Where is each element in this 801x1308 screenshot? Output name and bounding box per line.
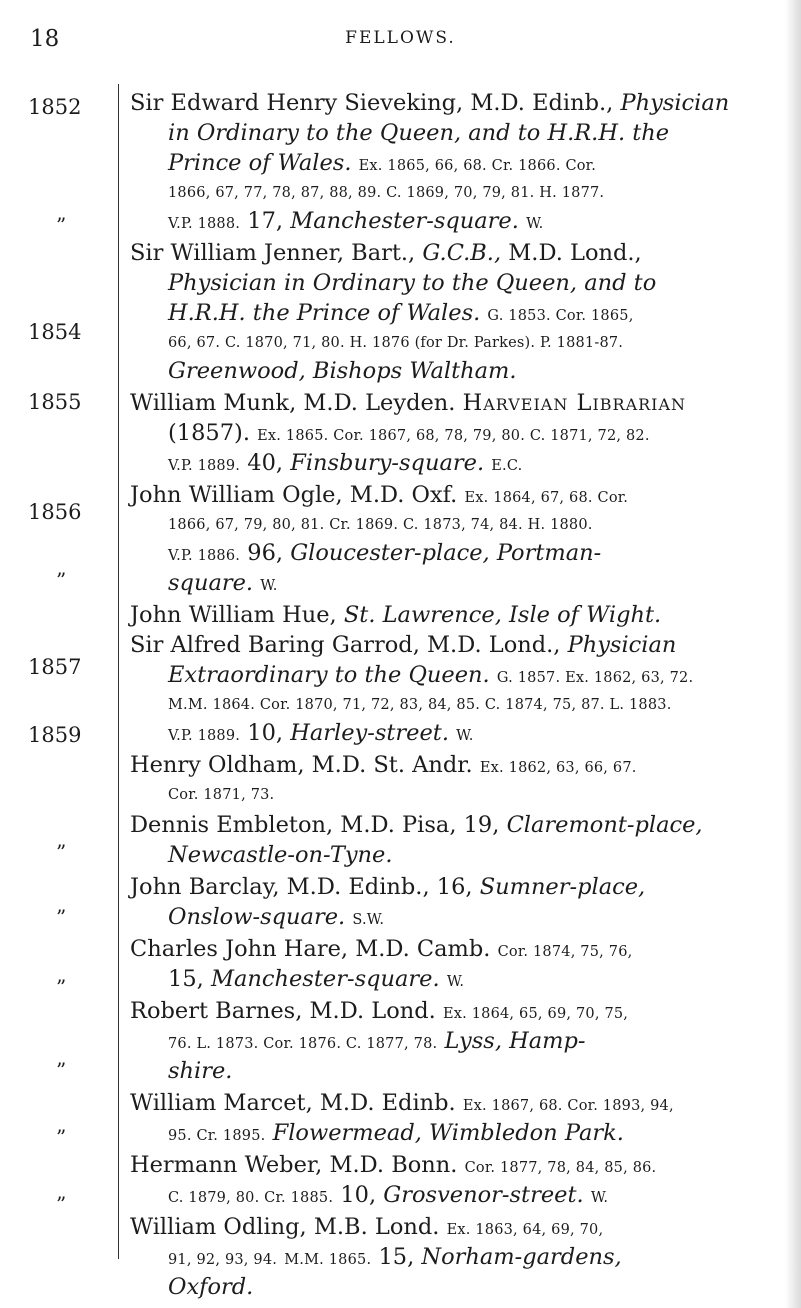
entry-line: Hermann Weber, M.D. Bonn. Cor. 1877, 78, 84, 85, 86. [130,1152,657,1178]
entry-line: Extraordinary to the Queen. G. 1857. Ex. 1862, 63, 72. [168,662,694,688]
entry-line: in Ordinary to the Queen, and to H.R.H. the [168,120,670,146]
entry-line: John William Hue, St. Lawrence, Isle of Wight. [130,602,662,628]
entry-line: V.P. 1889. 40, Finsbury-square. E.C. [168,450,523,476]
entry-line: Physician in Ordinary to the Queen, and to [168,270,657,296]
entry-line: John Barclay, M.D. Edinb., 16, Sumner-place, [130,874,646,900]
entry-line: C. 1879, 80. Cr. 1885. 10, Grosvenor-street. W. [168,1182,609,1208]
entry-line: Sir William Jenner, Bart., G.C.B., M.D. Lond., [130,240,642,266]
entry-line: 66, 67. C. 1870, 71, 80. H. 1876 (for Dr. Parkes). P. 1881-87. [168,335,624,351]
margin-year: 1854 [28,320,82,344]
entry-line: John William Ogle, M.D. Oxf. Ex. 1864, 67, 68. Cor. [130,482,629,508]
ditto-mark: ” [56,1058,67,1082]
ditto-mark: ” [56,1125,67,1149]
entry-line: Cor. 1871, 73. [168,787,275,803]
ditto-mark: ” [56,905,67,929]
entry-line: square. W. [168,570,278,596]
entry-line: Onslow-square. S.W. [168,904,385,930]
entry-line: 91, 92, 93, 94. M.M. 1865. 15, Norham-gardens, [168,1244,622,1270]
page-number: 18 [30,26,60,52]
entry-line: William Odling, M.B. Lond. Ex. 1863, 64, 69, 70, [130,1214,604,1240]
margin-year: 1855 [28,390,82,414]
ditto-mark: ” [56,213,67,237]
page-header [0,26,801,56]
margin-year: 1852 [28,95,82,119]
margin-rule [118,84,119,1259]
entry-line: Robert Barnes, M.D. Lond. Ex. 1864, 65, 69, 70, 75, [130,998,629,1024]
entry-line: shire. [168,1058,233,1084]
entry-line: Newcastle-on-Tyne. [168,842,393,868]
ditto-mark: ” [56,840,67,864]
ditto-mark: ” [56,975,67,999]
entry-line: V.P. 1889. 10, Harley-street. W. [168,720,474,746]
page-edge-shadow [785,0,801,1308]
entry-line: William Munk, M.D. Leyden. Harveian Librarian [130,390,687,416]
entry-line: 1866, 67, 79, 80, 81. Cr. 1869. C. 1873, 74, 84. H. 1880. [168,517,593,533]
entry-line: V.P. 1888. 17, Manchester-square. W. [168,208,544,234]
entry-line: 1866, 67, 77, 78, 87, 88, 89. C. 1869, 70, 79, 81. H. 1877. [168,185,605,201]
entry-line: 95. Cr. 1895. Flowermead, Wimbledon Park. [168,1120,624,1146]
running-title: FELLOWS. [345,28,456,48]
entry-line: Sir Edward Henry Sieveking, M.D. Edinb., Physician [130,90,730,116]
entry-line: (1857). Ex. 1865. Cor. 1867, 68, 78, 79, 80. C. 1871, 72, 82. [168,420,650,446]
entry-line: Prince of Wales. Ex. 1865, 66, 68. Cr. 1866. Cor. [168,150,597,176]
margin-year: 1859 [28,723,82,747]
entry-line: Oxford. [168,1274,254,1300]
entry-line: 15, Manchester-square. W. [168,966,465,992]
entry-line: Dennis Embleton, M.D. Pisa, 19, Claremont-place, [130,812,703,838]
margin-year: 1856 [28,500,82,524]
entry-line: William Marcet, M.D. Edinb. Ex. 1867, 68. Cor. 1893, 94, [130,1090,674,1116]
entry-line: V.P. 1886. 96, Gloucester-place, Portman- [168,540,602,566]
entry-line: Greenwood, Bishops Waltham. [168,358,517,384]
margin-year: 1857 [28,655,82,679]
entry-line: H.R.H. the Prince of Wales. G. 1853. Cor. 1865, [168,300,634,326]
entry-line: Sir Alfred Baring Garrod, M.D. Lond., Physician [130,632,677,658]
entry-line: Henry Oldham, M.D. St. Andr. Ex. 1862, 63, 66, 67. [130,752,637,778]
entry-line: Charles John Hare, M.D. Camb. Cor. 1874, 75, 76, [130,936,633,962]
entry-line: M.M. 1864. Cor. 1870, 71, 72, 83, 84, 85. C. 1874, 75, 87. L. 1883. [168,697,672,713]
ditto-mark: ” [56,1192,67,1216]
entry-line: 76. L. 1873. Cor. 1876. C. 1877, 78. Lyss, Hamp- [168,1028,586,1054]
ditto-mark: ” [56,568,67,592]
